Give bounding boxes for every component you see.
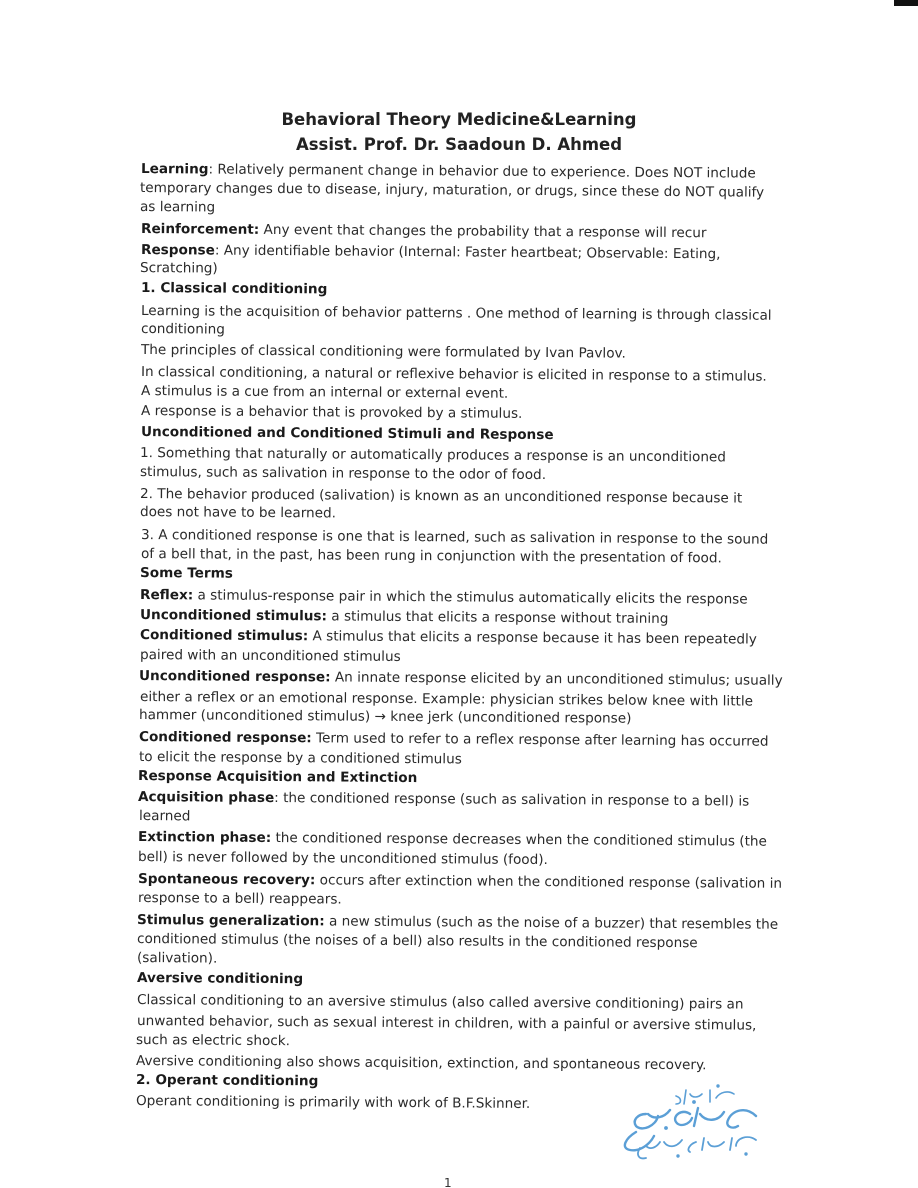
section-heading: Unconditioned and Conditioned Stimuli and Response bbox=[140, 424, 554, 444]
line-text: Learning is the acquisition of behavior patterns . One method of learning is through classical bbox=[140, 303, 772, 324]
body-line bbox=[141, 221, 707, 242]
line-text: : Relatively permanent change in behavior due to experience. Does NOT include bbox=[208, 161, 756, 182]
line-text: conditioning bbox=[140, 321, 225, 338]
term-label: Unconditioned response: bbox=[138, 668, 331, 686]
term-label: Unconditioned stimulus: bbox=[139, 607, 328, 625]
body-line bbox=[140, 180, 764, 202]
line-text: of a bell that, in the past, has been rung in conjunction with the presentation of food. bbox=[140, 546, 722, 567]
body-line bbox=[137, 931, 698, 952]
body-line bbox=[140, 647, 401, 666]
term-label: Reinforcement: bbox=[140, 221, 260, 238]
body-line bbox=[141, 383, 508, 403]
body-line bbox=[140, 607, 669, 628]
body-line bbox=[137, 992, 744, 1014]
body-line bbox=[137, 1013, 757, 1035]
line-text: An innate response elicited by an unconditioned stimulus; usually bbox=[330, 669, 783, 689]
body-line bbox=[139, 808, 191, 825]
body-line bbox=[138, 871, 782, 893]
body-line bbox=[139, 749, 462, 768]
page-number: 1 bbox=[444, 1176, 452, 1188]
line-text: : the conditioned response (such as salivation in response to a bell) is bbox=[274, 790, 750, 810]
line-text: as learning bbox=[139, 199, 216, 216]
line-text: Operant conditioning is primarily with work of B.F.Skinner. bbox=[135, 1093, 531, 1112]
line-text: 2. The behavior produced (salivation) is known as an unconditioned response because it bbox=[139, 486, 743, 507]
line-text: Classical conditioning to an aversive stimulus (also called aversive conditioning) pairs an bbox=[136, 992, 744, 1013]
line-text: either a reflex or an emotional response. Example: physician strikes below knee with little bbox=[139, 689, 754, 710]
document-author: Assist. Prof. Dr. Saadoun D. Ahmed bbox=[295, 135, 623, 154]
body-line bbox=[141, 303, 772, 325]
section-heading: Some Terms bbox=[139, 565, 233, 582]
line-text: In classical conditioning, a natural or reflexive behavior is elicited in response to a stimulus. bbox=[140, 364, 767, 385]
line-text: the conditioned response decreases when the conditioned stimulus (the bbox=[271, 829, 767, 850]
term-label: Conditioned stimulus: bbox=[139, 627, 309, 645]
body-line bbox=[141, 527, 768, 549]
term-label: Learning bbox=[140, 161, 209, 178]
body-line bbox=[140, 587, 748, 609]
body-line bbox=[137, 950, 217, 968]
body-line bbox=[141, 546, 722, 567]
line-text: 1. Something that naturally or automatically produces a response is an unconditioned bbox=[139, 445, 727, 466]
body-line bbox=[139, 668, 783, 690]
line-text: occurs after extinction when the conditioned response (salivation in bbox=[315, 872, 783, 892]
line-text: Aversive conditioning also shows acquisition, extinction, and spontaneous recovery. bbox=[135, 1053, 707, 1074]
body-line bbox=[139, 707, 632, 728]
body-line bbox=[136, 1053, 707, 1074]
line-text: unwanted behavior, such as sexual interest in children, with a painful or aversive stimulus, bbox=[136, 1013, 757, 1034]
section-heading: Response Acquisition and Extinction bbox=[137, 768, 418, 787]
line-text: Term used to refer to a reflex response after learning has occurred bbox=[311, 730, 769, 750]
body-line bbox=[141, 342, 626, 363]
body-line bbox=[141, 242, 721, 263]
line-text: a stimulus-response pair in which the stimulus automatically elicits the response bbox=[193, 587, 748, 608]
line-text: hammer (unconditioned stimulus) → knee jerk (unconditioned response) bbox=[138, 707, 632, 727]
term-label: Reflex: bbox=[139, 587, 194, 604]
body-line bbox=[138, 789, 749, 811]
body-line bbox=[136, 1032, 290, 1050]
body-line bbox=[140, 627, 757, 649]
line-text: response to a bell) reappears. bbox=[137, 890, 342, 908]
line-text: a new stimulus (such as the noise of a buzzer) that resembles the bbox=[324, 913, 779, 933]
section-heading: Aversive conditioning bbox=[136, 970, 304, 988]
line-text: stimulus, such as salivation in response to the odor of food. bbox=[139, 464, 547, 484]
line-text: paired with an unconditioned stimulus bbox=[139, 647, 401, 665]
line-text: The principles of classical conditioning were formulated by Ivan Pavlov. bbox=[140, 342, 626, 362]
term-label: Extinction phase: bbox=[137, 829, 272, 846]
line-text: (salivation). bbox=[136, 950, 218, 967]
line-text: conditioned stimulus (the noises of a bell) also results in the conditioned response bbox=[136, 931, 698, 952]
line-text: to elicit the response by a conditioned stimulus bbox=[138, 749, 462, 768]
line-text: A stimulus that elicits a response because it has been repeatedly bbox=[308, 628, 757, 648]
document-title: Behavioral Theory Medicine&Learning bbox=[281, 110, 637, 129]
body-line bbox=[138, 829, 767, 851]
line-text: A stimulus is a cue from an internal or external event. bbox=[140, 383, 509, 402]
body-line bbox=[139, 729, 769, 751]
line-text: Scratching) bbox=[139, 260, 218, 277]
body-line bbox=[140, 464, 546, 484]
body-line bbox=[141, 364, 767, 386]
line-text: temporary changes due to disease, injury, maturation, or drugs, since these do NOT qualify bbox=[139, 180, 765, 201]
line-text: A response is a behavior that is provoked by a stimulus. bbox=[140, 403, 523, 422]
line-text: Any event that changes the probability that a response will recur bbox=[259, 221, 707, 242]
body-line bbox=[141, 321, 225, 339]
term-label: Conditioned response: bbox=[138, 729, 312, 747]
body-line bbox=[141, 403, 523, 423]
body-line bbox=[141, 161, 756, 183]
line-text: : Any identifiable behavior (Internal: Faster heartbeat; Observable: Eating, bbox=[214, 242, 721, 263]
line-text: bell) is never followed by the unconditioned stimulus (food). bbox=[137, 849, 548, 869]
line-text: does not have to be learned. bbox=[139, 504, 337, 522]
line-text: learned bbox=[138, 808, 191, 825]
term-label: Spontaneous recovery: bbox=[137, 871, 316, 889]
body-line bbox=[140, 504, 336, 522]
body-line bbox=[140, 199, 215, 217]
body-line bbox=[140, 445, 726, 466]
term-label: Stimulus generalization: bbox=[136, 912, 325, 930]
arabic-signature-stamp bbox=[606, 1080, 786, 1166]
line-text: 3. A conditioned response is one that is learned, such as salivation in response to the sound bbox=[140, 527, 769, 548]
line-text: such as electric shock. bbox=[135, 1032, 291, 1050]
section-heading: 2. Operant conditioning bbox=[135, 1072, 319, 1090]
section-heading: 1. Classical conditioning bbox=[140, 280, 328, 298]
body-line bbox=[138, 849, 548, 869]
term-label: Response bbox=[140, 242, 215, 259]
body-line bbox=[136, 1093, 530, 1113]
body-line bbox=[140, 260, 218, 278]
body-line bbox=[137, 912, 778, 934]
line-text: a stimulus that elicits a response without training bbox=[326, 608, 669, 627]
body-line bbox=[138, 890, 342, 909]
term-label: Acquisition phase bbox=[137, 789, 275, 807]
